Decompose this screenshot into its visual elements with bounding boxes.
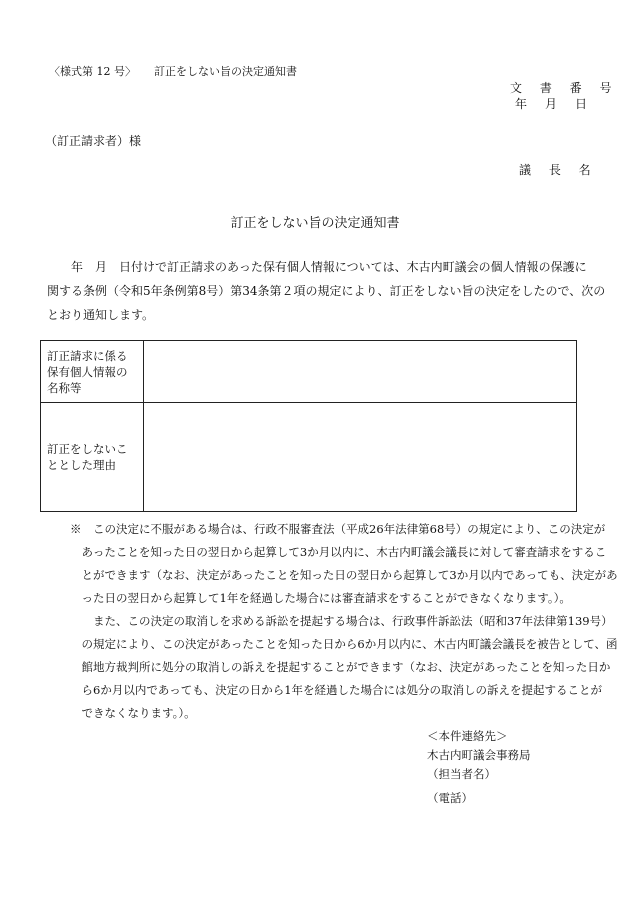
note-line: あったことを知った日の翌日から起算して3か月以内に、木古内町議会議長に対して審査請求をするこ xyxy=(70,545,607,559)
table-row xyxy=(41,341,577,403)
note-line: また、この決定の取消しを求める訴訟を提起する場合は、行政事件訴訟法（昭和37年法律第139号） xyxy=(70,614,613,628)
info-table xyxy=(40,340,577,512)
row-value[interactable] xyxy=(144,403,577,512)
body-line: 関する条例（令和5年条例第8号）第34条第２項の規定により、訂正をしない旨の決定をしたので、次の xyxy=(47,284,606,298)
date-line xyxy=(515,96,587,112)
contact-person: （担当者名） xyxy=(427,767,496,781)
document-title: 訂正をしない旨の決定通知書 xyxy=(230,216,400,231)
document-number-label: 文 書 番 号 xyxy=(510,81,619,95)
label-line: 訂正請求に係る xyxy=(47,348,128,363)
note-line: の規定により、この決定があったことを知った日から6か月以内に、木古内町議会議長を被告として、函 xyxy=(70,637,618,651)
form-number-line xyxy=(49,64,297,80)
body-paragraph xyxy=(47,255,606,327)
table-row xyxy=(41,403,577,512)
sender-name: 議 長 名 xyxy=(519,163,598,177)
label-line: 保有個人情報の xyxy=(47,364,128,379)
label-line: ととした理由 xyxy=(47,458,116,472)
row-value[interactable] xyxy=(144,341,577,403)
contact-office: 木古内町議会事務局 xyxy=(427,748,531,762)
form-number: 〈様式第 12 号〉 xyxy=(49,65,136,78)
body-line: 年 月 日付けで訂正請求のあった保有個人情報については、木古内町議会の個人情報の保護に xyxy=(47,260,587,274)
contact-phone: （電話） xyxy=(427,791,473,805)
notes-section xyxy=(70,518,618,725)
body-line: とおり通知します。 xyxy=(47,308,155,322)
note-line: できなくなります。）。 xyxy=(70,706,196,720)
date-year: 年 xyxy=(515,97,528,111)
note-line: った日の翌日から起算して1年を経過した場合には審査請求をすることができなくなります。）。 xyxy=(70,591,571,605)
note-line: ら6か月以内であっても、決定の日から1年を経過した場合には処分の取消しの訴えを提起することが xyxy=(70,683,603,697)
recipient: （訂正請求者）様 xyxy=(45,134,142,148)
contact-heading: ＜本件連絡先＞ xyxy=(427,729,508,743)
date-day: 日 xyxy=(575,97,588,111)
form-title: 訂正をしない旨の決定通知書 xyxy=(154,65,297,78)
row-label xyxy=(41,341,144,403)
label-line: 訂正をしないこ xyxy=(47,442,128,456)
label-line: 名称等 xyxy=(47,380,82,395)
note-line: 館地方裁判所に処分の取消しの訴えを提起することができます（なお、決定があったことを知った日か xyxy=(70,660,611,674)
note-line: ※ この決定に不服がある場合は、行政不服審査法（平成26年法律第68号）の規定により、この決定が xyxy=(70,522,606,536)
note-line: とができます（なお、決定があったことを知った日の翌日から起算して3か月以内であっても、決定があ xyxy=(70,568,618,582)
date-month: 月 xyxy=(545,97,558,111)
row-label xyxy=(41,403,144,512)
